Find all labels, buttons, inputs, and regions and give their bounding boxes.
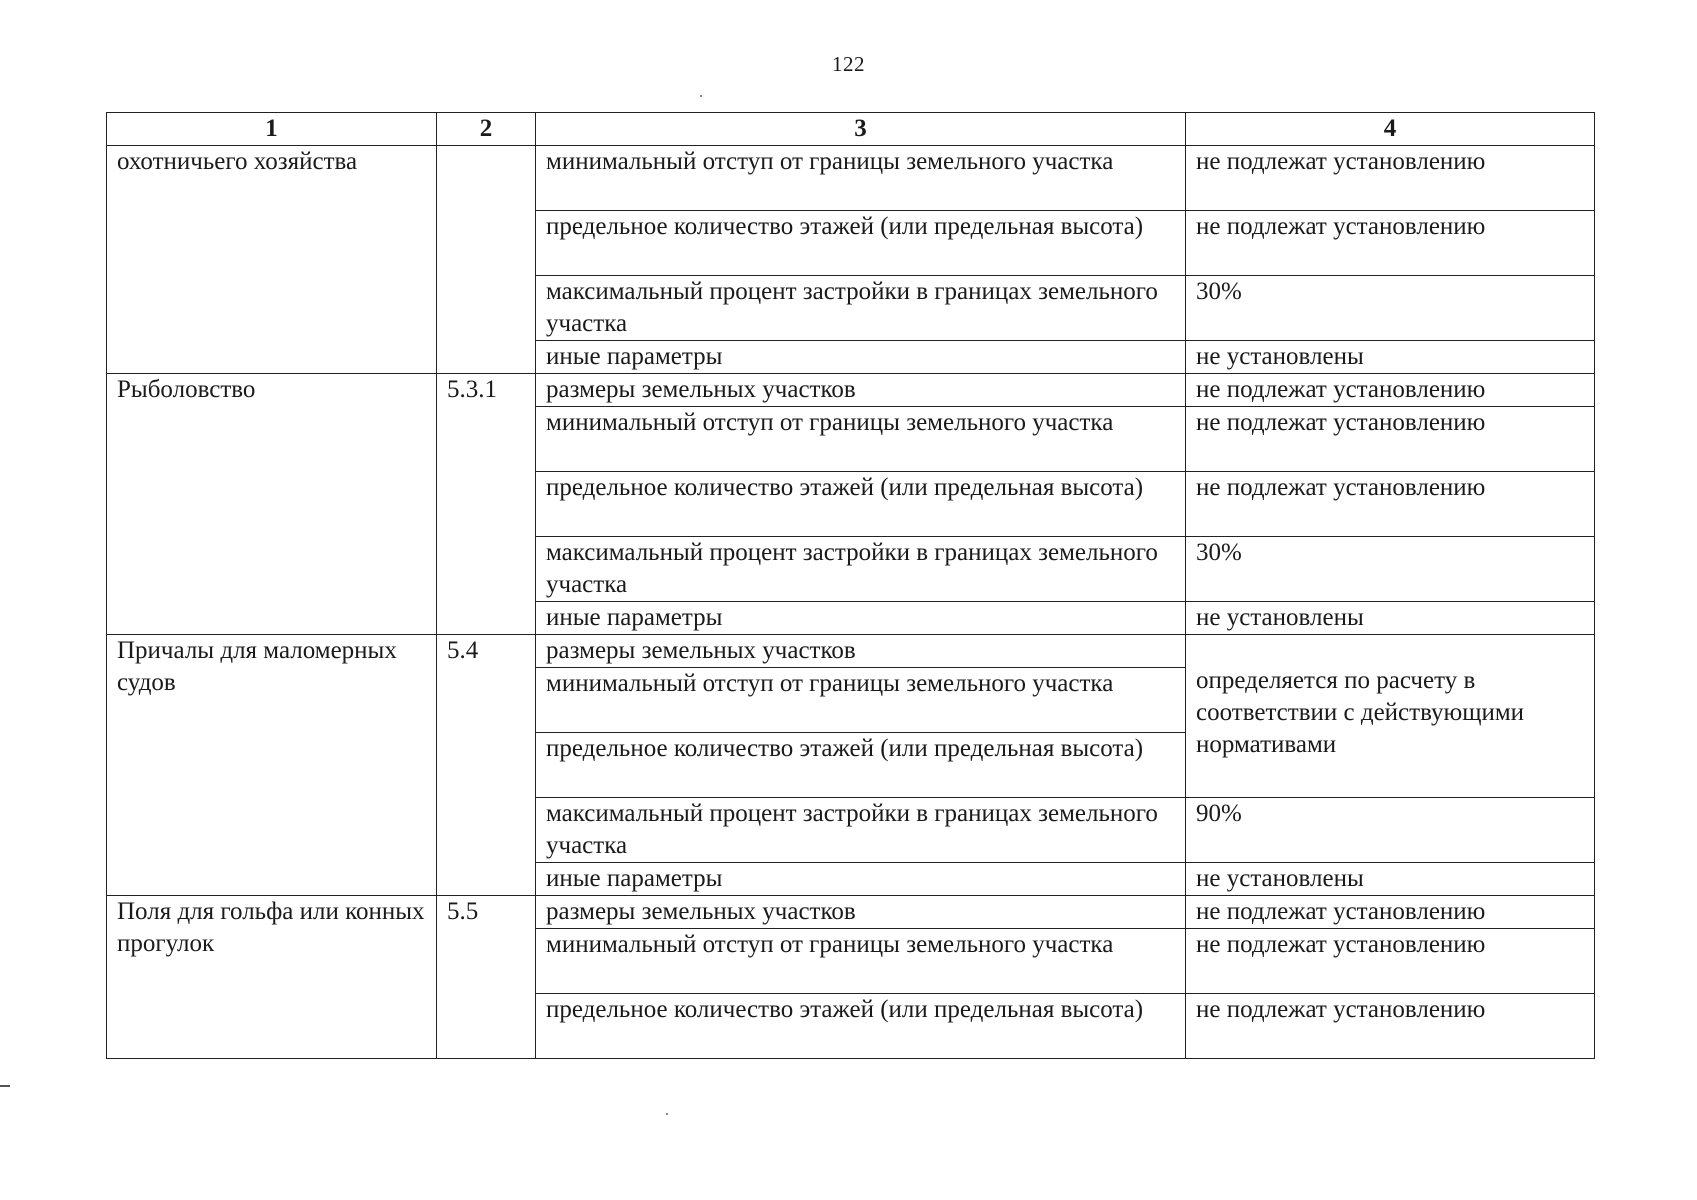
parameter-name: предельное количество этажей (или предельная высота) (536, 472, 1186, 537)
header-row (107, 113, 1595, 146)
parameter-name: предельное количество этажей (или предельная высота) (536, 211, 1186, 276)
parameter-value: не установлены (1186, 341, 1595, 374)
scan-speck (666, 1113, 668, 1115)
parameter-name: максимальный процент застройки в границах земельного участка (536, 798, 1186, 863)
parameter-name: иные параметры (536, 863, 1186, 896)
use-type-code: 5.3.1 (437, 374, 536, 635)
header-col-1: 1 (107, 113, 437, 146)
table-row (107, 146, 1595, 211)
parameter-name: минимальный отступ от границы земельного участка (536, 146, 1186, 211)
merged-parameter-value: определяется по расчету в соответствии с действующими нормативами (1186, 635, 1595, 798)
parameter-value: 30% (1186, 537, 1595, 602)
parameter-name: минимальный отступ от границы земельного участка (536, 407, 1186, 472)
parameter-name: размеры земельных участков (536, 374, 1186, 407)
regulations-table (106, 112, 1595, 1059)
header-col-4: 4 (1186, 113, 1595, 146)
page-number: 122 (832, 52, 865, 76)
parameter-value: 30% (1186, 276, 1595, 341)
parameter-name: предельное количество этажей (или предельная высота) (536, 994, 1186, 1059)
table-row (107, 374, 1595, 407)
parameter-value: не подлежат установлению (1186, 472, 1595, 537)
parameter-name: максимальный процент застройки в границах земельного участка (536, 276, 1186, 341)
header-col-2: 2 (437, 113, 536, 146)
margin-mark (0, 1085, 10, 1087)
use-type-name: охотничьего хозяйства (107, 146, 437, 374)
parameter-value: не подлежат установлению (1186, 146, 1595, 211)
parameter-value: не подлежат установлению (1186, 407, 1595, 472)
parameter-name: иные параметры (536, 341, 1186, 374)
parameter-name: предельное количество этажей (или предельная высота) (536, 733, 1186, 798)
table-row (107, 896, 1595, 929)
use-type-code: 5.5 (437, 896, 536, 1059)
parameter-value: не установлены (1186, 602, 1595, 635)
header-col-3: 3 (536, 113, 1186, 146)
scan-speck (700, 95, 702, 97)
use-type-name: Рыболовство (107, 374, 437, 635)
parameter-value: не установлены (1186, 863, 1595, 896)
parameter-name: максимальный процент застройки в границах земельного участка (536, 537, 1186, 602)
parameter-name: минимальный отступ от границы земельного участка (536, 929, 1186, 994)
parameter-value: не подлежат установлению (1186, 929, 1595, 994)
parameter-value: не подлежат установлению (1186, 211, 1595, 276)
parameter-value: 90% (1186, 798, 1595, 863)
parameter-value: не подлежат установлению (1186, 374, 1595, 407)
use-type-code (437, 146, 536, 374)
parameter-name: размеры земельных участков (536, 896, 1186, 929)
parameter-name: минимальный отступ от границы земельного участка (536, 668, 1186, 733)
parameter-name: размеры земельных участков (536, 635, 1186, 668)
parameter-name: иные параметры (536, 602, 1186, 635)
use-type-name: Причалы для маломерных судов (107, 635, 437, 896)
table-row (107, 635, 1595, 668)
parameter-value: не подлежат установлению (1186, 896, 1595, 929)
parameter-value: не подлежат установлению (1186, 994, 1595, 1059)
use-type-code: 5.4 (437, 635, 536, 896)
use-type-name: Поля для гольфа или конных прогулок (107, 896, 437, 1059)
